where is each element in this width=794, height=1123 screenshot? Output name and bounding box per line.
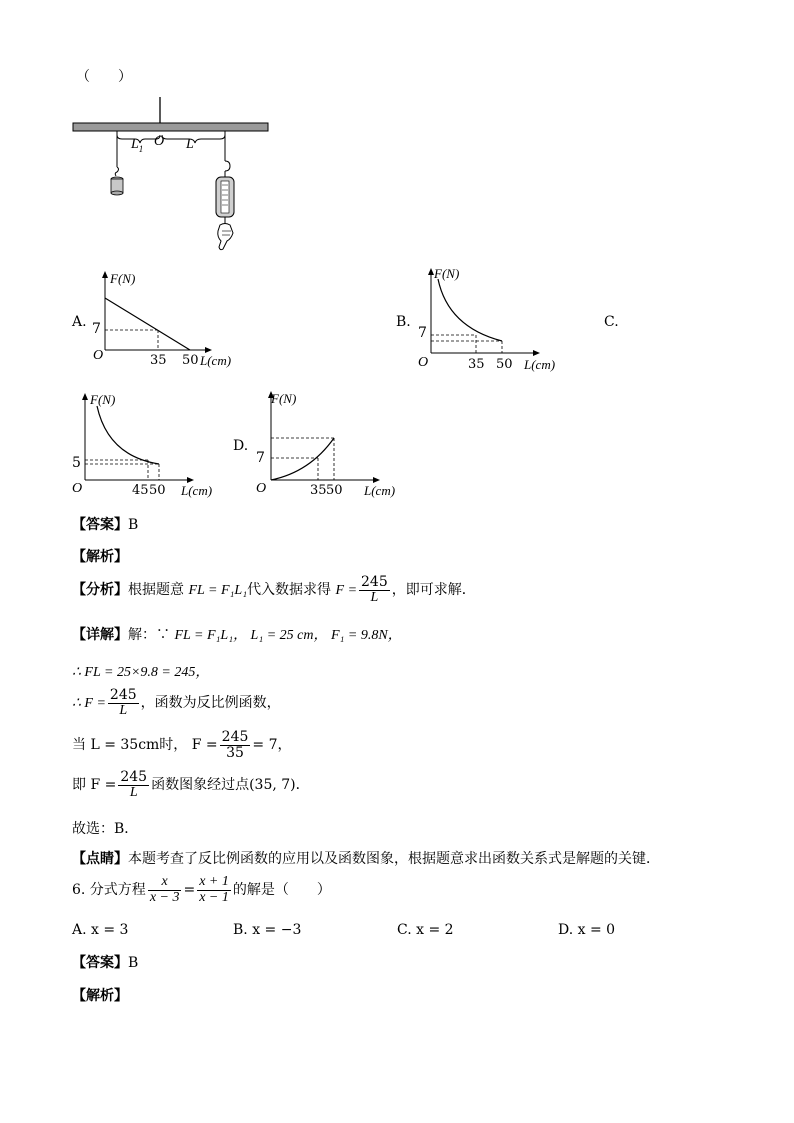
q6-option-C: C. x = 2	[397, 922, 454, 938]
q6-option-D: D. x = 0	[558, 922, 616, 938]
graph-A-origin: O	[93, 348, 104, 363]
q5-dianjing: 【点睛】本题考查了反比例函数的应用以及函数图象，根据题意求出函数关系式是解题的关键．	[72, 851, 660, 867]
graph-D-y-tick: 7	[256, 450, 265, 466]
label-L: L	[186, 137, 194, 152]
graph-B-x-axis: L(cm)	[524, 357, 556, 372]
option-A-label: A.	[72, 314, 87, 330]
q6-analysis-tag: 【解析】	[72, 988, 128, 1004]
label-L1: $L_1$	[131, 137, 144, 154]
graph-C	[62, 390, 222, 495]
graph-C-y-axis: F(N)	[90, 392, 116, 407]
option-C-label: C.	[604, 314, 619, 330]
graph-B-x-tick-35: 35	[468, 357, 485, 372]
option-B-label: B.	[396, 314, 411, 330]
graph-B-y-axis: F(N)	[434, 266, 460, 281]
graph-A-x-axis: L(cm)	[200, 353, 232, 368]
q5-xiangjie: 【详解】解：∵ FL = F₁L₁， L₁ = 25 cm， F₁ = 9.8N，	[72, 627, 402, 643]
graph-D-x-tick-35: 35	[310, 483, 327, 498]
q6-option-A: A. x = 3	[72, 922, 129, 938]
graph-B	[408, 265, 568, 370]
graph-D-origin: O	[256, 481, 267, 496]
graph-C-y-tick: 5	[72, 455, 81, 471]
q5-step4: 当 L = 35cm时， F = $\frac{245}{35}$ = 7，	[72, 729, 292, 761]
option-D-label: D.	[233, 438, 249, 454]
q5-step5: 即 F = $\frac{245}{L}$ 函数图象经过点(35, 7)．	[72, 769, 310, 800]
graph-A-x-tick-50: 50	[182, 353, 199, 368]
q5-step3: ∴ F = $\frac{245}{L}$ ，函数为反比例函数，	[72, 687, 281, 718]
graph-D-x-tick-50: 50	[326, 483, 343, 498]
graph-D-y-axis: F(N)	[271, 391, 297, 406]
q5-choose: 故选：B．	[72, 821, 139, 837]
q5-step2: ∴ FL = 25×9.8 = 245，	[72, 665, 210, 680]
graph-A-y-tick: 7	[92, 321, 101, 337]
q6-stem: 6. 分式方程 $\frac{x}{x - 3}$ = $\frac{x + 1}{x - 1}$ 的解是（ ）	[72, 874, 331, 905]
graph-C-x-tick-50: 50	[149, 483, 166, 498]
question-blank: （ ）	[76, 69, 132, 85]
q6-option-B: B. x = −3	[233, 922, 302, 938]
graph-D-x-axis: L(cm)	[364, 483, 396, 498]
graph-A-y-axis: F(N)	[110, 271, 136, 286]
label-O: O	[154, 134, 165, 149]
q5-fenxi: 【分析】根据题意 FL = F₁L₁代入数据求得 F = $\frac{245}{L}$ ，即可求解．	[72, 574, 476, 605]
graph-C-x-tick-45: 45	[132, 483, 149, 498]
graph-B-y-tick: 7	[418, 325, 427, 341]
graph-A-x-tick-35: 35	[150, 353, 167, 368]
q5-analysis-tag: 【解析】	[72, 549, 128, 565]
graph-C-origin: O	[72, 481, 83, 496]
q6-answer: 【答案】B	[72, 955, 139, 971]
graph-B-x-tick-50: 50	[496, 357, 513, 372]
lever-diagram	[70, 95, 275, 255]
graph-C-x-axis: L(cm)	[181, 483, 213, 498]
q5-answer: 【答案】B	[72, 517, 139, 533]
graph-B-origin: O	[418, 355, 429, 370]
